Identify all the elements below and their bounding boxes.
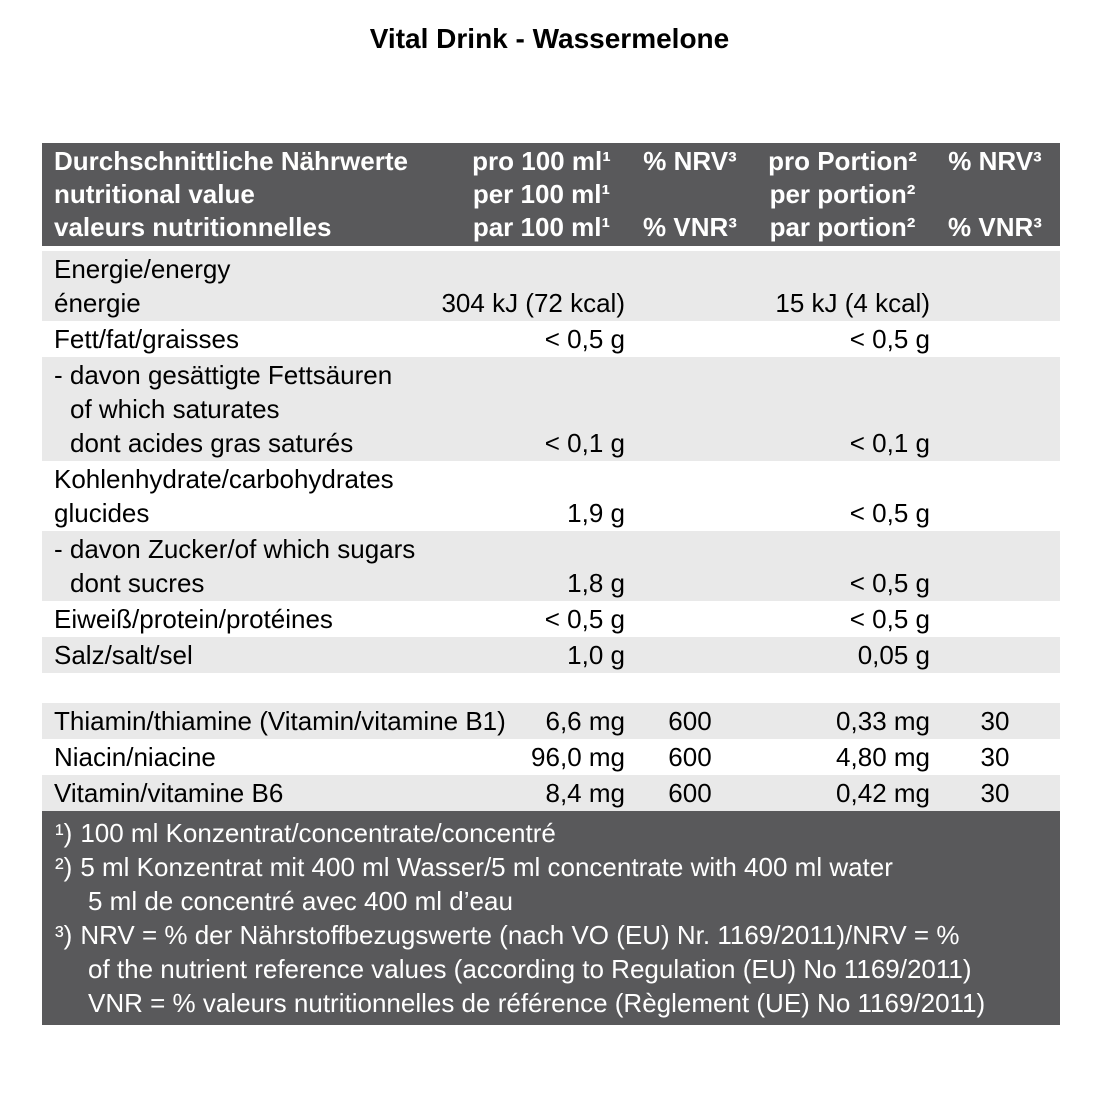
- header-line: par portion²: [769, 212, 916, 242]
- row-label-line: Thiamin/thiamine (Vitamin/vitamine B1): [54, 706, 506, 736]
- header-line: % NRV³: [643, 146, 737, 176]
- header-line: per 100 ml¹: [472, 179, 611, 209]
- row-label-line: - davon Zucker/of which sugars: [54, 534, 416, 564]
- value-nrv-100ml: 600: [668, 706, 712, 736]
- row-label-line: dont sucres: [70, 568, 205, 598]
- value-per-portion: 0,05 g: [857, 640, 930, 670]
- value-per-portion: 15 kJ (4 kcal): [775, 288, 930, 318]
- value-per-100ml: 8,4 mg: [545, 778, 625, 808]
- footnote-text: NRV = % der Nährstoffbezugswerte (nach VO (EU) Nr. 1169/2011)/NRV = %: [80, 920, 960, 950]
- table-row-vitamin-b6: [42, 775, 1060, 811]
- value-per-100ml: 1,8 g: [567, 568, 625, 598]
- header-line: pro Portion²: [768, 146, 917, 176]
- footnote-3-continuation: of the nutrient reference values (according to Regulation (EU) No 1169/2011): [88, 954, 972, 984]
- footnote-text: 100 ml Konzentrat/concentrate/concentré: [80, 818, 556, 848]
- table-footnotes: [42, 811, 1060, 1025]
- table-row-fat: [42, 321, 1060, 357]
- value-per-100ml: < 0,5 g: [544, 324, 625, 354]
- row-label-line: énergie: [54, 288, 141, 318]
- table-row-protein: [42, 601, 1060, 637]
- row-label-line: Energie/energy: [54, 254, 231, 284]
- table-row-saturates: [42, 357, 1060, 461]
- header-cell-per-100ml: [458, 145, 625, 244]
- table-section-gap: [42, 673, 1060, 703]
- value-nrv-portion: 30: [980, 742, 1010, 772]
- value-per-100ml: 1,0 g: [567, 640, 625, 670]
- footnote-2: [42, 850, 1060, 884]
- footnote-2-continuation: 5 ml de concentré avec 400 ml d’eau: [88, 886, 513, 916]
- value-per-100ml: < 0,5 g: [544, 604, 625, 634]
- footnote-marker: ²): [55, 852, 73, 882]
- value-nrv-100ml: 600: [668, 742, 712, 772]
- value-per-100ml: 304 kJ (72 kcal): [441, 288, 625, 318]
- value-per-portion: 4,80 mg: [836, 742, 930, 772]
- row-label-line: Fett/fat/graisses: [54, 324, 239, 354]
- header-cell-nrv-1: [625, 145, 755, 244]
- header-line: par 100 ml¹: [472, 212, 611, 242]
- header-line: pro 100 ml¹: [472, 146, 611, 176]
- header-cell-nrv-2: [930, 145, 1060, 244]
- header-line: Durchschnittliche Nährwerte: [54, 146, 408, 176]
- value-per-portion: < 0,5 g: [849, 498, 930, 528]
- value-per-portion: < 0,5 g: [849, 604, 930, 634]
- row-label-line: dont acides gras saturés: [70, 428, 354, 458]
- value-per-portion: < 0,1 g: [849, 428, 930, 458]
- header-line: [930, 178, 1060, 211]
- row-label-line: Vitamin/vitamine B6: [54, 778, 284, 808]
- value-per-100ml: < 0,1 g: [544, 428, 625, 458]
- row-label-line: Niacin/niacine: [54, 742, 216, 772]
- header-line: % VNR³: [948, 212, 1042, 242]
- table-header: [42, 143, 1060, 246]
- footnote-marker: ³): [55, 920, 73, 950]
- footnote-1: [42, 816, 1060, 850]
- footnote-3: [42, 918, 1060, 952]
- table-row-salt: [42, 637, 1060, 673]
- row-label-line: glucides: [54, 498, 150, 528]
- value-per-portion: < 0,5 g: [849, 324, 930, 354]
- row-label-line: of which saturates: [70, 394, 280, 424]
- header-line: [625, 178, 755, 211]
- value-per-100ml: 96,0 mg: [531, 742, 625, 772]
- table-row-sugars: [42, 531, 1060, 601]
- table-row-niacin: [42, 739, 1060, 775]
- row-label-line: Kohlenhydrate/carbohydrates: [54, 464, 394, 494]
- header-line: per portion²: [769, 179, 916, 209]
- header-line: % NRV³: [948, 146, 1042, 176]
- page-title: Vital Drink - Wassermelone: [369, 23, 730, 54]
- value-nrv-portion: 30: [980, 778, 1010, 808]
- value-nrv-portion: 30: [980, 706, 1010, 736]
- footnote-marker: ¹): [55, 818, 73, 848]
- header-line: valeurs nutritionnelles: [54, 212, 332, 242]
- row-label-line: Salz/salt/sel: [54, 640, 193, 670]
- table-row-thiamin: [42, 703, 1060, 739]
- table-row-energy: [42, 251, 1060, 321]
- header-cell-per-portion: [755, 145, 930, 244]
- value-per-100ml: 6,6 mg: [545, 706, 625, 736]
- header-line: nutritional value: [54, 179, 255, 209]
- value-per-portion: < 0,5 g: [849, 568, 930, 598]
- footnote-3-continuation: VNR = % valeurs nutritionnelles de référence (Règlement (UE) No 1169/2011): [88, 988, 986, 1018]
- value-per-portion: 0,33 mg: [836, 706, 930, 736]
- value-per-100ml: 1,9 g: [567, 498, 625, 528]
- value-per-portion: 0,42 mg: [836, 778, 930, 808]
- footnote-text: 5 ml Konzentrat mit 400 ml Wasser/5 ml concentrate with 400 ml water: [80, 852, 893, 882]
- row-label-line: - davon gesättigte Fettsäuren: [54, 360, 393, 390]
- table-row-carbohydrates: [42, 461, 1060, 531]
- header-line: % VNR³: [643, 212, 737, 242]
- nutrition-table: [42, 143, 1060, 1025]
- header-cell-nutrients: [42, 145, 458, 244]
- value-nrv-100ml: 600: [668, 778, 712, 808]
- row-label-line: Eiweiß/protein/protéines: [54, 604, 333, 634]
